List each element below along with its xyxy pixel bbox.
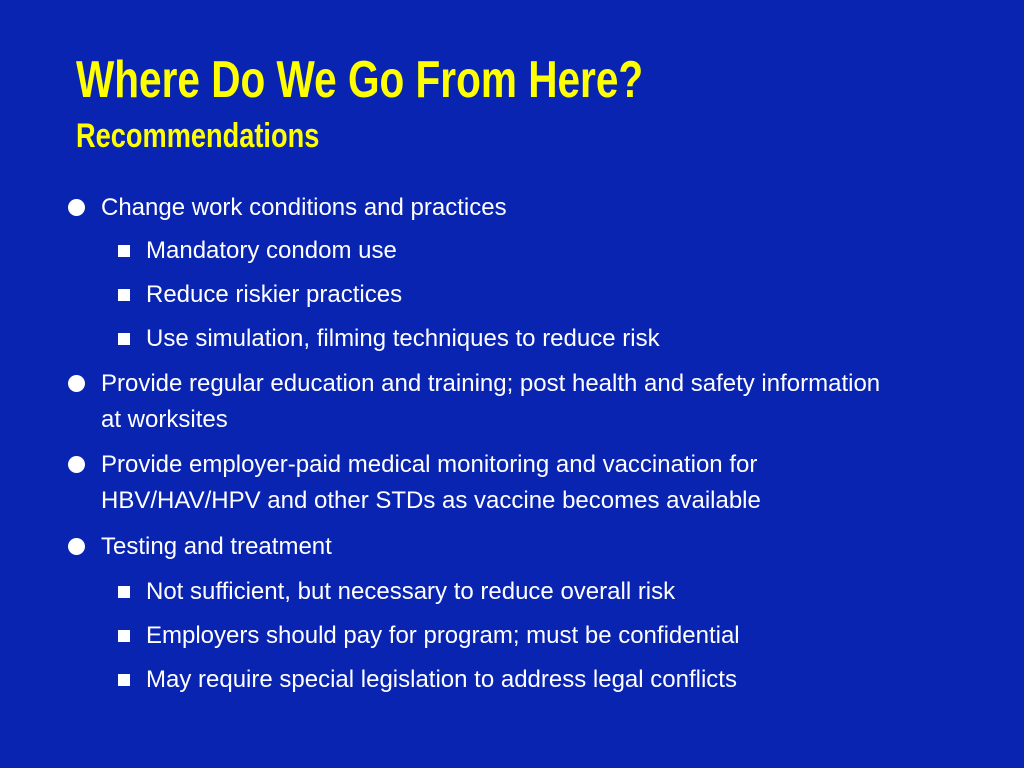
bullet-text: Reduce riskier practices <box>146 281 403 308</box>
square-bullet-icon <box>118 630 130 642</box>
bullet-item-level2 <box>146 662 966 698</box>
square-bullet-icon <box>118 245 130 257</box>
bullet-text: Employers should pay for program; must be confidential <box>146 622 740 649</box>
bullet-item-level1 <box>101 190 921 226</box>
bullet-item-level2 <box>146 618 966 654</box>
square-bullet-icon <box>118 586 130 598</box>
bullet-text: Not sufficient, but necessary to reduce overall risk <box>146 578 676 605</box>
circle-bullet-icon <box>68 538 85 555</box>
bullet-text: Provide employer-paid medical monitoring and vaccination for HBV/HAV/HPV and other STDs as vaccine becomes available <box>101 451 761 514</box>
square-bullet-icon <box>118 289 130 301</box>
bullet-item-level2 <box>146 321 966 357</box>
bullet-text: May require special legislation to address legal conflicts <box>146 666 737 693</box>
bullet-text: Mandatory condom use <box>146 237 397 264</box>
bullet-item-level1 <box>101 366 901 438</box>
square-bullet-icon <box>118 674 130 686</box>
bullet-text: Testing and treatment <box>101 533 332 560</box>
bullet-text: Use simulation, filming techniques to reduce risk <box>146 325 660 352</box>
bullet-item-level2 <box>146 277 966 313</box>
bullet-text: Provide regular education and training; post health and safety information at worksites <box>101 370 881 433</box>
bullet-item-level2 <box>146 574 966 610</box>
bullet-item-level2 <box>146 233 966 269</box>
bullet-text: Change work conditions and practices <box>101 194 507 221</box>
bullet-item-level1 <box>101 529 921 565</box>
slide-title: Where Do We Go From Here? <box>76 51 644 109</box>
circle-bullet-icon <box>68 199 85 216</box>
circle-bullet-icon <box>68 375 85 392</box>
circle-bullet-icon <box>68 456 85 473</box>
slide-subtitle: Recommendations <box>76 117 320 155</box>
square-bullet-icon <box>118 333 130 345</box>
bullet-item-level1 <box>101 447 901 519</box>
